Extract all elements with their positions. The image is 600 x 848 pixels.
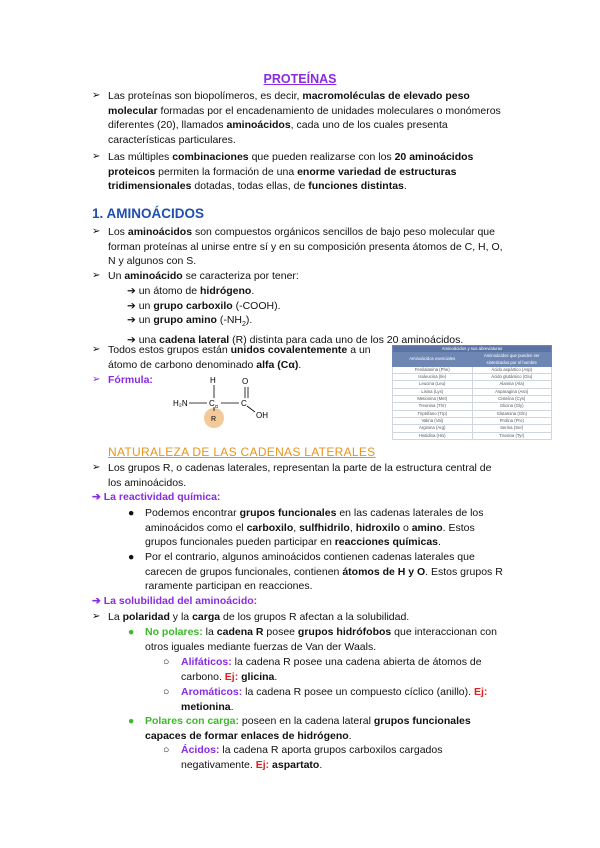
arrow-right-icon: ➔ [92, 491, 104, 503]
bullet-arrow-icon: ➢ [92, 344, 101, 355]
sub-item-hidrogeno: ➔ un átomo de hidrógeno. [127, 285, 255, 297]
reactividad-item-2: Por el contrario, algunos aminoácidos contienen cadenas laterales que carecen de grupos funcionales, contienen átomos de H y O. Estos grupos R raramente participan en reacciones. [145, 551, 503, 593]
aminoacidos-bullet-3: Todos estos grupos están unidos covalentemente a un átomo de carbono denominado alfa (Cα). [108, 344, 371, 371]
bullet-arrow-icon: ➢ [92, 151, 101, 162]
aminoacidos-bullet-1: Los aminoácidos son compuestos orgánicos sencillos de bajo peso molecular que forman proteínas al unirse entre sí y en su composición presenta átomos de C, H, O, N y algunos con S. [108, 226, 503, 268]
aromaticos-item: Aromáticos: la cadena R posee un compuesto cíclico (anillo). Ej: metionina. [181, 686, 488, 713]
table-row: Arginina (Arg) Serina (Ser) [393, 425, 552, 432]
formula-r: R [211, 416, 217, 423]
table-row: Lisina (Lys) Asparagina (Asn) [393, 388, 552, 395]
table-row: Treonina (Thr) Glicina (Gly) [393, 403, 552, 410]
sub-item-amino: ➔ un grupo amino $(-NH_2)$. [127, 314, 253, 329]
circle-bullet-icon: ○ [163, 656, 170, 668]
arrow-right-icon: ➔ [92, 595, 104, 607]
bullet-arrow-icon: ➢ [92, 374, 101, 385]
dot-icon: ● [128, 551, 135, 563]
arrow-right-icon: ➔ [127, 333, 139, 346]
formula-alpha: α [215, 404, 218, 410]
page-title: PROTEÍNAS [263, 72, 337, 86]
table-row: Histidina (His) Tirosina (Tyr) [393, 432, 552, 439]
intro-bullet-1: Las proteínas son biopolímeros, es decir, macromoléculas de elevado peso molecular formadas por el encadenamiento de unidades moleculares o monómeros diferentes (20), llamados aminoácidos, cada uno de los cuales presenta características particulares. [108, 90, 501, 146]
table-row: Metionina (Met) Cisteína (Cys) [393, 396, 552, 403]
green-dot-icon: ● [128, 626, 135, 638]
formula-label: Fórmula: [108, 374, 153, 386]
bullet-arrow-icon: ➢ [92, 226, 101, 237]
table-row: Leucina (Leu) Alanina (Ala) [393, 381, 552, 388]
amino-acid-formula [165, 372, 285, 434]
formula-oh: OH [256, 411, 268, 420]
acidos-item: Ácidos: la cadena R aporta grupos carboxilos cargados negativamente. Ej: aspartato. [181, 744, 443, 771]
table-row: Valina (Val) Prolina (Pro) [393, 417, 552, 424]
reactividad-heading: ➔ La reactividad química: [92, 491, 221, 503]
table-row: Isoleucina (Ile) Ácido glutámico (Glu) [393, 374, 552, 381]
bullet-arrow-icon: ➢ [92, 462, 101, 473]
solubilidad-bullet: La polaridad y la carga de los grupos R afectan a la solubilidad. [108, 611, 410, 623]
arrow-right-icon: ➔ [127, 314, 139, 327]
formula-o: O [242, 377, 249, 386]
sub-list [127, 284, 463, 347]
reactividad-item-1: Podemos encontrar grupos funcionales en las cadenas laterales de los aminoácidos como el carboxilo, sulfhidrilo, hidroxilo o amino. Estos grupos funcionales pueden participar en reacciones químicas. [145, 507, 484, 549]
dot-icon: ● [128, 507, 135, 519]
bullet-arrow-icon: ➢ [92, 90, 101, 101]
green-dot-icon: ● [128, 715, 135, 727]
alifaticos-item: Alifáticos: la cadena R posee una cadena abierta de átomos de carbono. Ej: glicina. [181, 656, 482, 683]
intro-bullet-2: Las múltiples combinaciones que pueden realizarse con los 20 aminoácidos proteicos permiten la formación de una enorme variedad de estructuras tridimensionales dotadas, todas ellas, de funciones distintas. [108, 151, 474, 193]
no-polares-item: No polares: la cadena R posee grupos hidrófobos que interaccionan con otros iguales mediante fuerzas de Van der Waals. [145, 626, 497, 653]
formula-c-alpha: C [209, 399, 215, 408]
arrow-right-icon: ➔ [127, 299, 139, 312]
formula-h2n: H₂N [173, 399, 188, 408]
section-heading-naturaleza: NATURALEZA DE LAS CADENAS LATERALES [108, 445, 376, 459]
formula-h: H [210, 376, 216, 385]
table-row: Fenilalanina (Phe) Ácido aspártico (Asp) [393, 366, 552, 373]
formula-c-carboxyl: C [241, 399, 247, 408]
table-caption: Aminoácidos y sus abreviaturas [393, 346, 552, 353]
aminoacidos-bullet-2: Un aminoácido se caracteriza por tener: [108, 270, 299, 282]
bullet-arrow-icon: ➢ [92, 611, 101, 622]
section-heading-aminoacidos: 1. AMINOÁCIDOS [92, 206, 205, 221]
amino-acid-table [392, 345, 552, 440]
arrow-right-icon: ➔ [127, 285, 139, 297]
solubilidad-heading: ➔ La solubilidad del aminoácido: [92, 595, 258, 607]
naturaleza-bullet-1: Los grupos R, o cadenas laterales, representan la parte de la estructura central de los aminoácidos. [108, 462, 492, 489]
sub-item-cadena-lateral: ➔ una cadena lateral (R) distinta para cada uno de los 20 aminoácidos. [127, 333, 464, 346]
circle-bullet-icon: ○ [163, 686, 170, 698]
table-header-esenciales: Aminoácidos esenciales [393, 353, 473, 367]
table-header-sintetizados: Aminoácidos que pueden ser sintetizados por el hombre [472, 353, 552, 367]
circle-bullet-icon: ○ [163, 744, 170, 756]
polares-carga-item: Polares con carga: poseen en la cadena lateral grupos funcionales capaces de formar enlaces de hidrógeno. [145, 715, 471, 742]
bullet-arrow-icon: ➢ [92, 270, 101, 281]
sub-item-carboxilo: ➔ un grupo carboxilo (-COOH). [127, 299, 281, 312]
table-row: Triptófano (Trp) Glutamina (Gln) [393, 410, 552, 417]
